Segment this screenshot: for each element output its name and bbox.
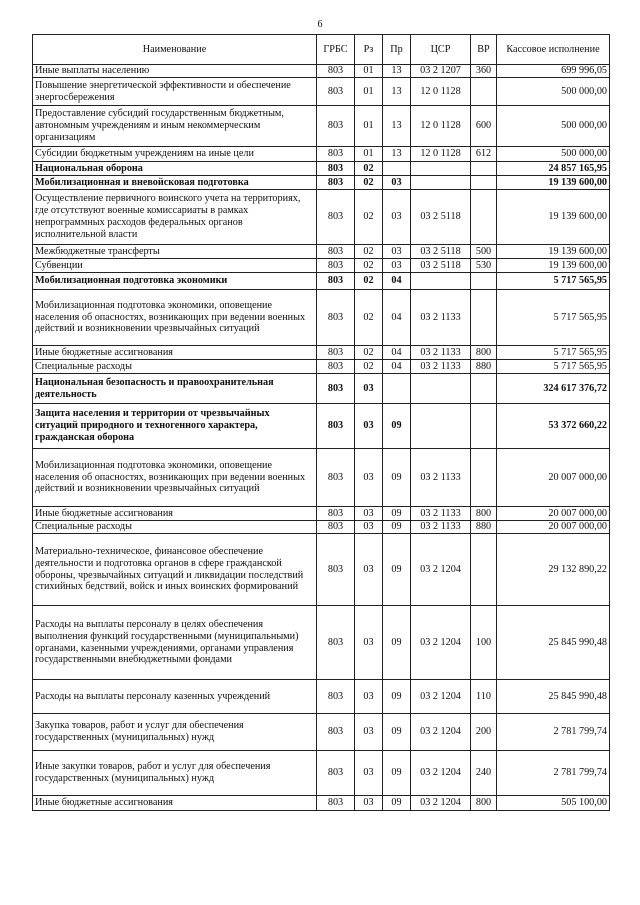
cell-name: Расходы на выплаты персоналу в целях обеспечения выполнения функций государственными (муниципальными) органами, казенными учреждениями, органами управления государственными внебюджетными фондами [33, 606, 317, 680]
cell-csr: 03 2 5118 [411, 259, 471, 273]
table-row [33, 78, 610, 106]
cell-rz: 03 [355, 449, 383, 507]
cell-grbs: 803 [317, 176, 355, 190]
cell-name: Предоставление субсидий государственным бюджетным, автономным учреждениям и иным некоммерческим организациям [33, 106, 317, 147]
cell-name: Специальные расходы [33, 521, 317, 534]
table-header-row [33, 35, 610, 65]
cell-amount: 19 139 600,00 [497, 259, 610, 273]
cell-amount: 19 139 600,00 [497, 245, 610, 259]
cell-grbs: 803 [317, 751, 355, 796]
cell-pr: 09 [383, 534, 411, 606]
cell-rz: 02 [355, 190, 383, 245]
cell-vr: 360 [471, 65, 497, 78]
cell-grbs: 803 [317, 521, 355, 534]
cell-csr: 03 2 5118 [411, 190, 471, 245]
cell-name: Повышение энергетической эффективности и обеспечение энергосбережения [33, 78, 317, 106]
cell-name: Мобилизационная подготовка экономики, оповещение населения об опасностях, возникающих при ведении военных действий и возникновении чрезвычайных ситуаций [33, 449, 317, 507]
table-row [33, 176, 610, 190]
table-body [33, 65, 610, 811]
cell-amount: 2 781 799,74 [497, 751, 610, 796]
cell-amount: 53 372 660,22 [497, 404, 610, 449]
cell-csr: 03 2 1204 [411, 606, 471, 680]
cell-vr [471, 534, 497, 606]
cell-name: Субсидии бюджетным учреждениям на иные цели [33, 147, 317, 162]
cell-amount: 699 996,05 [497, 65, 610, 78]
cell-pr: 09 [383, 449, 411, 507]
cell-name: Расходы на выплаты персоналу казенных учреждений [33, 680, 317, 714]
table-row [33, 714, 610, 751]
cell-rz: 01 [355, 147, 383, 162]
cell-name: Мобилизационная подготовка экономики, оповещение населения об опасностях, возникающих при ведении военных действий и возникновении чрезвычайных ситуаций [33, 290, 317, 346]
cell-pr: 09 [383, 714, 411, 751]
cell-pr: 09 [383, 507, 411, 521]
cell-csr: 03 2 5118 [411, 245, 471, 259]
cell-rz: 01 [355, 65, 383, 78]
cell-vr: 530 [471, 259, 497, 273]
cell-pr: 13 [383, 147, 411, 162]
cell-csr [411, 176, 471, 190]
cell-csr [411, 374, 471, 404]
table-row [33, 449, 610, 507]
cell-csr: 12 0 1128 [411, 147, 471, 162]
cell-csr: 03 2 1133 [411, 521, 471, 534]
table-row [33, 259, 610, 273]
cell-grbs: 803 [317, 259, 355, 273]
cell-vr: 240 [471, 751, 497, 796]
cell-pr: 13 [383, 106, 411, 147]
cell-amount: 25 845 990,48 [497, 606, 610, 680]
cell-rz: 03 [355, 374, 383, 404]
table-row [33, 507, 610, 521]
cell-pr: 13 [383, 65, 411, 78]
cell-vr: 800 [471, 796, 497, 811]
table-row [33, 65, 610, 78]
cell-grbs: 803 [317, 680, 355, 714]
table-row [33, 606, 610, 680]
cell-vr [471, 290, 497, 346]
cell-grbs: 803 [317, 374, 355, 404]
cell-name: Осуществление первичного воинского учета на территориях, где отсутствуют военные комиссариаты в рамках непрограммных расходов федеральных органов исполнительной власти [33, 190, 317, 245]
cell-rz: 03 [355, 507, 383, 521]
cell-csr [411, 273, 471, 290]
cell-vr [471, 449, 497, 507]
table-row [33, 162, 610, 176]
cell-amount: 5 717 565,95 [497, 360, 610, 374]
cell-pr [383, 374, 411, 404]
header-rz: Рз [355, 35, 383, 65]
cell-pr [383, 162, 411, 176]
cell-pr: 09 [383, 606, 411, 680]
cell-rz: 03 [355, 796, 383, 811]
cell-rz: 02 [355, 176, 383, 190]
cell-grbs: 803 [317, 714, 355, 751]
table-row [33, 796, 610, 811]
cell-csr: 03 2 1204 [411, 534, 471, 606]
cell-rz: 02 [355, 290, 383, 346]
cell-amount: 5 717 565,95 [497, 346, 610, 360]
cell-grbs: 803 [317, 346, 355, 360]
cell-amount: 24 857 165,95 [497, 162, 610, 176]
cell-pr: 04 [383, 360, 411, 374]
cell-grbs: 803 [317, 507, 355, 521]
cell-amount: 500 000,00 [497, 106, 610, 147]
table-row [33, 273, 610, 290]
cell-name: Субвенции [33, 259, 317, 273]
cell-name: Мобилизационная и вневойсковая подготовка [33, 176, 317, 190]
table-row [33, 290, 610, 346]
cell-vr [471, 273, 497, 290]
cell-rz: 03 [355, 521, 383, 534]
cell-grbs: 803 [317, 534, 355, 606]
table-row [33, 245, 610, 259]
cell-vr: 200 [471, 714, 497, 751]
cell-csr [411, 404, 471, 449]
header-vr: ВР [471, 35, 497, 65]
cell-amount: 19 139 600,00 [497, 190, 610, 245]
cell-pr: 03 [383, 190, 411, 245]
cell-name: Иные бюджетные ассигнования [33, 796, 317, 811]
cell-pr: 13 [383, 78, 411, 106]
cell-name: Межбюджетные трансферты [33, 245, 317, 259]
cell-vr: 880 [471, 521, 497, 534]
cell-pr: 03 [383, 176, 411, 190]
cell-vr: 800 [471, 507, 497, 521]
table-row [33, 404, 610, 449]
cell-rz: 02 [355, 346, 383, 360]
header-amount: Кассовое исполнение [497, 35, 610, 65]
cell-csr: 03 2 1204 [411, 680, 471, 714]
cell-amount: 20 007 000,00 [497, 449, 610, 507]
cell-csr: 12 0 1128 [411, 106, 471, 147]
cell-rz: 02 [355, 273, 383, 290]
header-pr: Пр [383, 35, 411, 65]
cell-rz: 03 [355, 751, 383, 796]
cell-grbs: 803 [317, 106, 355, 147]
cell-pr: 09 [383, 751, 411, 796]
cell-vr [471, 176, 497, 190]
cell-pr: 03 [383, 259, 411, 273]
cell-grbs: 803 [317, 147, 355, 162]
cell-csr: 03 2 1133 [411, 360, 471, 374]
cell-pr: 09 [383, 404, 411, 449]
table-row [33, 534, 610, 606]
table-row [33, 521, 610, 534]
cell-vr: 800 [471, 346, 497, 360]
cell-vr: 880 [471, 360, 497, 374]
cell-csr: 03 2 1133 [411, 507, 471, 521]
cell-csr [411, 162, 471, 176]
cell-grbs: 803 [317, 65, 355, 78]
cell-amount: 29 132 890,22 [497, 534, 610, 606]
cell-vr [471, 190, 497, 245]
cell-name: Закупка товаров, работ и услуг для обеспечения государственных (муниципальных) нужд [33, 714, 317, 751]
cell-grbs: 803 [317, 606, 355, 680]
cell-rz: 03 [355, 534, 383, 606]
cell-amount: 5 717 565,95 [497, 273, 610, 290]
cell-vr: 612 [471, 147, 497, 162]
cell-csr: 12 0 1128 [411, 78, 471, 106]
cell-name: Иные выплаты населению [33, 65, 317, 78]
table-row [33, 680, 610, 714]
cell-csr: 03 2 1133 [411, 290, 471, 346]
cell-amount: 500 000,00 [497, 78, 610, 106]
cell-name: Специальные расходы [33, 360, 317, 374]
header-csr: ЦСР [411, 35, 471, 65]
cell-name: Материально-техническое, финансовое обеспечение деятельности и подготовка органов в сфере гражданской обороны, чрезвычайных ситуаций и ликвидации последствий стихийных бедствий, войск и иных воинских формирований [33, 534, 317, 606]
cell-pr: 04 [383, 346, 411, 360]
cell-name: Национальная безопасность и правоохранительная деятельность [33, 374, 317, 404]
cell-vr: 500 [471, 245, 497, 259]
cell-amount: 25 845 990,48 [497, 680, 610, 714]
cell-grbs: 803 [317, 190, 355, 245]
cell-pr: 09 [383, 521, 411, 534]
table-row [33, 147, 610, 162]
cell-grbs: 803 [317, 162, 355, 176]
cell-vr [471, 374, 497, 404]
cell-rz: 02 [355, 162, 383, 176]
cell-grbs: 803 [317, 404, 355, 449]
cell-rz: 03 [355, 680, 383, 714]
cell-grbs: 803 [317, 290, 355, 346]
cell-vr: 600 [471, 106, 497, 147]
cell-csr: 03 2 1207 [411, 65, 471, 78]
cell-grbs: 803 [317, 78, 355, 106]
cell-rz: 03 [355, 714, 383, 751]
cell-amount: 505 100,00 [497, 796, 610, 811]
cell-grbs: 803 [317, 273, 355, 290]
cell-rz: 03 [355, 606, 383, 680]
cell-rz: 01 [355, 106, 383, 147]
cell-csr: 03 2 1133 [411, 346, 471, 360]
cell-csr: 03 2 1204 [411, 751, 471, 796]
cell-amount: 19 139 600,00 [497, 176, 610, 190]
cell-amount: 5 717 565,95 [497, 290, 610, 346]
table-row [33, 751, 610, 796]
table-row [33, 190, 610, 245]
cell-name: Иные бюджетные ассигнования [33, 346, 317, 360]
cell-pr: 03 [383, 245, 411, 259]
cell-vr [471, 162, 497, 176]
cell-rz: 01 [355, 78, 383, 106]
page-number: 6 [317, 19, 323, 30]
cell-pr: 09 [383, 680, 411, 714]
budget-execution-table [32, 34, 610, 811]
cell-csr: 03 2 1204 [411, 796, 471, 811]
header-grbs: ГРБС [317, 35, 355, 65]
cell-vr: 100 [471, 606, 497, 680]
cell-amount: 20 007 000,00 [497, 507, 610, 521]
cell-name: Национальная оборона [33, 162, 317, 176]
cell-grbs: 803 [317, 449, 355, 507]
table-row [33, 374, 610, 404]
table-row [33, 346, 610, 360]
cell-vr [471, 404, 497, 449]
cell-csr: 03 2 1204 [411, 714, 471, 751]
cell-csr: 03 2 1133 [411, 449, 471, 507]
cell-amount: 2 781 799,74 [497, 714, 610, 751]
cell-name: Мобилизационная подготовка экономики [33, 273, 317, 290]
cell-vr: 110 [471, 680, 497, 714]
cell-grbs: 803 [317, 796, 355, 811]
cell-pr: 09 [383, 796, 411, 811]
cell-amount: 324 617 376,72 [497, 374, 610, 404]
cell-rz: 02 [355, 259, 383, 273]
cell-pr: 04 [383, 273, 411, 290]
cell-pr: 04 [383, 290, 411, 346]
cell-rz: 03 [355, 404, 383, 449]
cell-amount: 500 000,00 [497, 147, 610, 162]
cell-grbs: 803 [317, 245, 355, 259]
cell-name: Защита населения и территории от чрезвычайных ситуаций природного и техногенного характера, гражданская оборона [33, 404, 317, 449]
table-row [33, 360, 610, 374]
cell-amount: 20 007 000,00 [497, 521, 610, 534]
cell-name: Иные бюджетные ассигнования [33, 507, 317, 521]
cell-rz: 02 [355, 245, 383, 259]
header-name: Наименование [33, 35, 317, 65]
cell-grbs: 803 [317, 360, 355, 374]
table-row [33, 106, 610, 147]
cell-name: Иные закупки товаров, работ и услуг для обеспечения государственных (муниципальных) нужд [33, 751, 317, 796]
cell-vr [471, 78, 497, 106]
cell-rz: 02 [355, 360, 383, 374]
